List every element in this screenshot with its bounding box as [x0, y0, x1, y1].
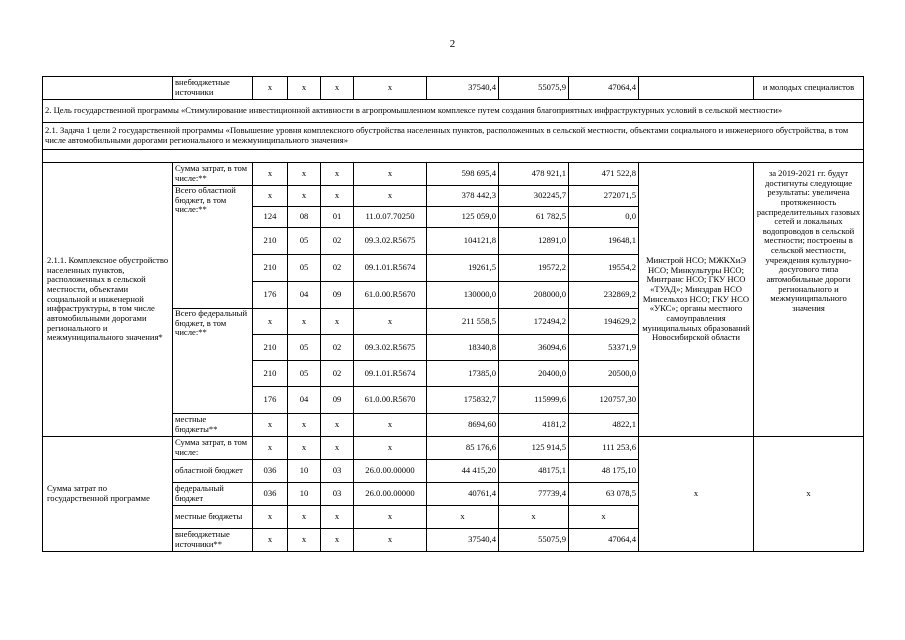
cell: x [288, 414, 321, 437]
cell: 26.0.00.00000 [354, 460, 427, 483]
cell: 20400,0 [499, 361, 569, 387]
program-total-executors: x [639, 437, 754, 552]
cell: x [354, 506, 427, 529]
cell: 172494,2 [499, 309, 569, 335]
program-total-result: x [754, 437, 864, 552]
cell: 111 253,6 [569, 437, 639, 460]
goal-text: 2. Цель государственной программы «Стимулирование инвестиционной активности в агропромышленном комплексе путем создания благоприятных инфраструктурных условий в сельской местности» [43, 100, 864, 123]
row-label: Сумма затрат, в том числе: [173, 437, 253, 460]
cell: x [288, 186, 321, 207]
cell: 471 522,8 [569, 163, 639, 186]
cell: x [354, 186, 427, 207]
cell: x [288, 529, 321, 552]
cell: 18340,8 [427, 335, 499, 361]
cell: x [321, 163, 354, 186]
cell: 19554,2 [569, 255, 639, 282]
cell: 09.1.01.R5674 [354, 255, 427, 282]
cell: 09.1.01.R5674 [354, 361, 427, 387]
cell: 11.0.07.70250 [354, 207, 427, 228]
total-label: Сумма затрат, в том числе:** [173, 163, 253, 186]
cell: x [253, 437, 288, 460]
cell: x [354, 529, 427, 552]
cell: 19572,2 [499, 255, 569, 282]
cell: x [321, 77, 354, 100]
cell: 02 [321, 228, 354, 255]
cell: 04 [288, 282, 321, 309]
cell: 036 [253, 460, 288, 483]
cell: 120757,30 [569, 387, 639, 414]
cell: 44 415,20 [427, 460, 499, 483]
source-label: внебюджетные источники [173, 77, 253, 100]
cell: 124 [253, 207, 288, 228]
measure-name: 2.1.1. Комплексное обустройство населенных пунктов, расположенных в сельской местности, объектами социальной и инженерной инфраструктуры, в том числе автомобильными дорогами регионального и межмуниципального значения* [43, 163, 173, 437]
cell: 09 [321, 387, 354, 414]
cell: x [253, 309, 288, 335]
regional-label: Всего областной бюджет, в том числе:** [173, 186, 253, 309]
federal-label: Всего федеральный бюджет, в том числе:** [173, 309, 253, 414]
cell: 478 921,1 [499, 163, 569, 186]
cell: x [253, 414, 288, 437]
cell: x [499, 506, 569, 529]
cell: 85 176,6 [427, 437, 499, 460]
cell: 37540,4 [427, 529, 499, 552]
cell: 53371,9 [569, 335, 639, 361]
program-total-name: Сумма затрат по государственной программе [43, 437, 173, 552]
cell: 130000,0 [427, 282, 499, 309]
empty-cell [639, 77, 754, 100]
cell: 20500,0 [569, 361, 639, 387]
cell: 10 [288, 460, 321, 483]
cell: 10 [288, 483, 321, 506]
result-tail: и молодых специалистов [754, 77, 864, 100]
cell: x [253, 77, 288, 100]
cell: 61.0.00.R5670 [354, 387, 427, 414]
cell: 176 [253, 282, 288, 309]
cell: 4181,2 [499, 414, 569, 437]
cell: 01 [321, 207, 354, 228]
cell: 210 [253, 335, 288, 361]
cell: 115999,6 [499, 387, 569, 414]
cell: 176 [253, 387, 288, 414]
cell: 19648,1 [569, 228, 639, 255]
cell: 05 [288, 228, 321, 255]
cell: x [253, 163, 288, 186]
page-number: 2 [449, 38, 456, 50]
cell: 02 [321, 255, 354, 282]
row-label: местные бюджеты [173, 506, 253, 529]
cell: 26.0.00.00000 [354, 483, 427, 506]
cell: 232869,2 [569, 282, 639, 309]
cell: 63 078,5 [569, 483, 639, 506]
row-label: областной бюджет [173, 460, 253, 483]
cell: 125 914,5 [499, 437, 569, 460]
empty-cell [43, 150, 864, 163]
cell: x [253, 186, 288, 207]
cell: 104121,8 [427, 228, 499, 255]
cell: 8694,60 [427, 414, 499, 437]
cell: x [321, 309, 354, 335]
cell: 302245,7 [499, 186, 569, 207]
cell: 4822,1 [569, 414, 639, 437]
row-label: внебюджетные источники** [173, 529, 253, 552]
cell: 36094,6 [499, 335, 569, 361]
task-row [43, 123, 864, 150]
cell: x [427, 506, 499, 529]
cell: 0,0 [569, 207, 639, 228]
cell: 210 [253, 361, 288, 387]
cell: x [288, 77, 321, 100]
cell: x [321, 529, 354, 552]
cell: 272071,5 [569, 186, 639, 207]
cell: x [288, 506, 321, 529]
cell: x [288, 309, 321, 335]
cell: 55075,9 [499, 77, 569, 100]
program-table [42, 76, 864, 552]
row-label: федеральный бюджет [173, 483, 253, 506]
goal-row [43, 100, 864, 123]
cell: 77739,4 [499, 483, 569, 506]
cell: 48 175,10 [569, 460, 639, 483]
cell: x [569, 506, 639, 529]
cell: 208000,0 [499, 282, 569, 309]
cell: 48175,1 [499, 460, 569, 483]
cell: x [253, 506, 288, 529]
cell: 55075,9 [499, 529, 569, 552]
cell: 211 558,5 [427, 309, 499, 335]
table-row [43, 437, 864, 460]
spacer-row [43, 150, 864, 163]
cell: 598 695,4 [427, 163, 499, 186]
cell: x [288, 437, 321, 460]
cell: x [354, 77, 427, 100]
local-label: местные бюджеты** [173, 414, 253, 437]
cell: x [354, 437, 427, 460]
cell: x [253, 529, 288, 552]
cell: 40761,4 [427, 483, 499, 506]
cell: 02 [321, 335, 354, 361]
cell: 03 [321, 483, 354, 506]
cell: 03 [321, 460, 354, 483]
cell: x [354, 163, 427, 186]
cell: 09.3.02.R5675 [354, 228, 427, 255]
empty-cell [43, 77, 173, 100]
cell: 17385,0 [427, 361, 499, 387]
cell: 194629,2 [569, 309, 639, 335]
cell: 19261,5 [427, 255, 499, 282]
cell: 09.3.02.R5675 [354, 335, 427, 361]
cell: 05 [288, 255, 321, 282]
cell: x [288, 163, 321, 186]
cell: x [321, 437, 354, 460]
cell: 08 [288, 207, 321, 228]
task-text: 2.1. Задача 1 цели 2 государственной программы «Повышение уровня комплексного обустройства населенных пунктов, расположенных в сельской местности, объектами социального и инженерного обустройства, в том числе автомобильными дорогами регионального и межмуниципального значения» [43, 123, 864, 150]
cell: 05 [288, 335, 321, 361]
cell: 210 [253, 228, 288, 255]
cell: 125 059,0 [427, 207, 499, 228]
cell: 210 [253, 255, 288, 282]
cell: 04 [288, 387, 321, 414]
table-row [43, 163, 864, 186]
measure-executors: Минстрой НСО; МЖКХиЭ НСО; Минкультуры НСО; Минтранс НСО; ГКУ НСО «ТУАД»; Минздрав НСО Минсельхоз НСО; ГКУ НСО «УКС»; органы местного самоуправления муниципальных образований Новосибирской области [639, 163, 754, 437]
measure-result: за 2019-2021 гг. будут достигнуты следующие результаты: увеличена протяженность распределительных газовых сетей и локальных водопроводов в сельской местности; построены в сельской местности, учреждения культурно-досугового типа автомобильные дороги регионального и межмуниципального значения [754, 163, 864, 437]
cell: x [321, 186, 354, 207]
cell: 02 [321, 361, 354, 387]
cell: 12891,0 [499, 228, 569, 255]
cell: 378 442,3 [427, 186, 499, 207]
cell: 036 [253, 483, 288, 506]
cell: 09 [321, 282, 354, 309]
cell: x [321, 506, 354, 529]
cell: 47064,4 [569, 77, 639, 100]
cell: 61.0.00.R5670 [354, 282, 427, 309]
cell: 37540,4 [427, 77, 499, 100]
cell: 05 [288, 361, 321, 387]
cell: 61 782,5 [499, 207, 569, 228]
cell: 175832,7 [427, 387, 499, 414]
cell: x [321, 414, 354, 437]
cell: 47064,4 [569, 529, 639, 552]
cell: x [354, 309, 427, 335]
table-row [43, 77, 864, 100]
cell: x [354, 414, 427, 437]
